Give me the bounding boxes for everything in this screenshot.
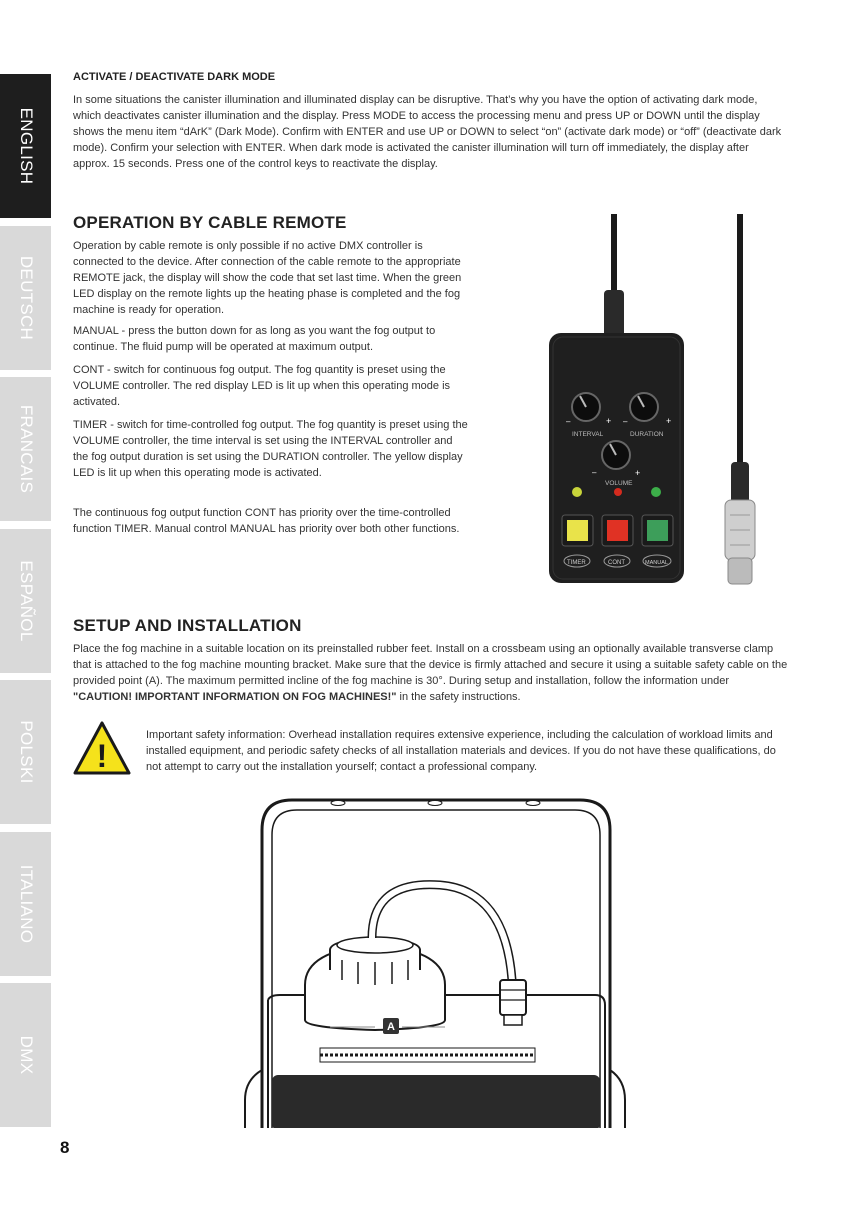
plus-sign: + — [635, 468, 641, 478]
cable-remote-intro: Operation by cable remote is only possible if no active DMX controller is connected to the device. After connection of the cable remote to the appropriate REMOTE jack, the display will show the code that set last time. When the green LED display on the remote lights up the heating phase is completed and the fog machine is ready for operation. — [73, 240, 462, 316]
tab-francais[interactable] — [0, 377, 51, 521]
priority-note: The continuous fog output function CONT has priority over the time-controlled function TIMER. Manual control MANUAL has priority over both other functions. — [73, 507, 460, 535]
tab-label: POLSKI — [16, 720, 36, 784]
plus-sign: + — [606, 416, 612, 426]
warning-icon — [72, 720, 132, 776]
setup-heading: SETUP AND INSTALLATION — [73, 616, 302, 635]
tab-polski[interactable] — [0, 680, 51, 824]
minus-sign: – — [592, 468, 597, 477]
cable-remote-illustration — [540, 214, 790, 594]
tab-label: DMX — [16, 1035, 36, 1075]
cable-remote-heading: OPERATION BY CABLE REMOTE — [73, 213, 347, 232]
setup-text-part: in the safety instructions. — [396, 691, 521, 703]
tab-dmx[interactable] — [0, 983, 51, 1127]
tab-espanol[interactable] — [0, 529, 51, 673]
cont-description: CONT - switch for continuous fog output. The fog quantity is preset using the VOLUME controller. The red display LED is lit up when this operating mode is activated. — [73, 364, 451, 408]
timer-label: TIMER — [567, 560, 586, 566]
plus-sign: + — [666, 416, 672, 426]
setup-text-part: Place the fog machine in a suitable location on its preinstalled rubber feet. Install on a crossbeam using an optionally available transverse clamp that is attached to the fog machine mounting bracket. Make sure that the device is firmly attached and secure it using a suitable safety cable on the provided point (A). The maximum permitted incline of the fog machine is 30°. During setup and installation, follow the information under — [73, 643, 788, 687]
point-a-label: A — [387, 1021, 395, 1033]
minus-sign: – — [566, 417, 571, 426]
manual-description: MANUAL - press the button down for as long as you want the fog output to continue. The fluid pump will be operated at maximum output. — [73, 325, 436, 353]
fog-machine-illustration — [230, 795, 630, 1128]
tab-label: DEUTSCH — [16, 255, 36, 341]
minus-sign: – — [623, 417, 628, 426]
tab-label: ITALIANO — [16, 864, 36, 944]
tab-label: ENGLISH — [16, 107, 36, 185]
warning-symbol: ! — [96, 738, 108, 774]
tab-deutsch[interactable] — [0, 226, 51, 370]
volume-label: VOLUME — [605, 480, 633, 487]
dark-mode-text: In some situations the canister illumination and illuminated display can be disruptive. That’s why you have the option of activating dark mode, which deactivates canister illumination and the display. Press MODE to access the processing menu and press UP or DOWN until the display shows the menu item “dArK” (Dark Mode). Confirm with ENTER and use UP or DOWN to select “on” (activate dark mode) or “off” (deactivate dark mode). Confirm your selection with ENTER. When dark mode is activated the canister illumination will turn off immediately, the display after approx. 15 seconds. Press one of the control keys to reactivate the display. — [73, 94, 782, 170]
tab-label: ESPAÑOL — [16, 560, 36, 642]
tab-english[interactable] — [0, 74, 51, 218]
page-number: 8 — [60, 1138, 70, 1157]
interval-label: INTERVAL — [572, 431, 604, 438]
tab-label: FRANCAIS — [16, 404, 36, 494]
safety-reference: "CAUTION! IMPORTANT INFORMATION ON FOG MACHINES!" — [73, 691, 397, 703]
duration-label: DURATION — [630, 431, 664, 438]
dark-mode-heading: ACTIVATE / DEACTIVATE DARK MODE — [73, 71, 276, 83]
warning-text: Important safety information: Overhead installation requires extensive experience, including the calculation of workload limits and installed equipment, and periodic safety checks of all installation materials and devices. If you do not have these qualifications, do not attempt to carry out the installation yourself; contact a professional company. — [146, 729, 776, 773]
tab-italiano[interactable] — [0, 832, 51, 976]
manual-label: MANUAL — [645, 560, 668, 566]
setup-text — [73, 641, 788, 705]
cont-label: CONT — [608, 560, 625, 566]
timer-description: TIMER - switch for time-controlled fog output. The fog quantity is preset using the VOLUME controller, the time interval is set using the INTERVAL controller and the fog output duration is set using the DURATION controller. The yellow display LED is lit up when this operating mode is activated. — [73, 419, 468, 479]
